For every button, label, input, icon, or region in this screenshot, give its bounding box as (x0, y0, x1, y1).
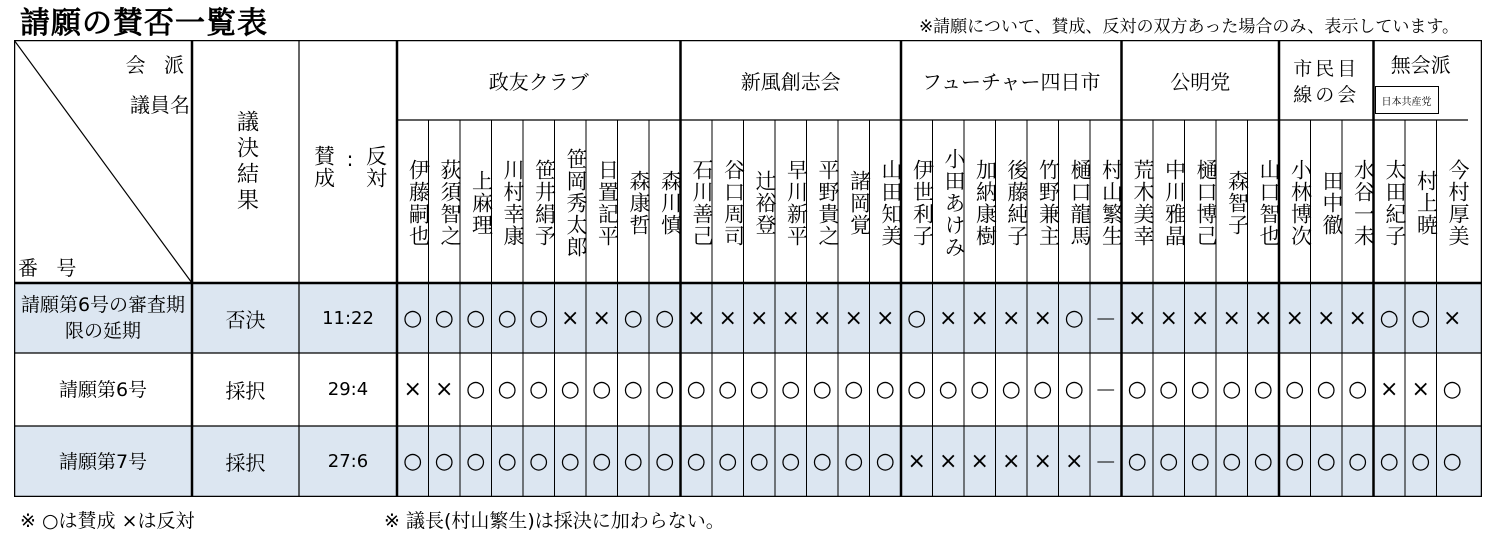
vote-mark: ○ (844, 377, 864, 402)
vote-mark: ○ (1253, 377, 1273, 402)
vote-mark: ○ (655, 305, 675, 331)
vote-mark: ○ (875, 449, 895, 474)
vote-mark: ○ (655, 377, 675, 402)
vote-mark: ○ (907, 305, 927, 331)
member-name: 中川雅晶 (1162, 158, 1187, 247)
vote-mark: ○ (466, 305, 486, 331)
chair-note: ※ 議長(村山繁生)は採決に加わらない。 (384, 510, 725, 532)
vote-mark: ○ (1064, 377, 1084, 402)
vote-mark: ○ (497, 305, 517, 331)
vote-mark: ○ (1285, 449, 1305, 474)
party-name: 公明党 (1170, 69, 1231, 94)
vote-mark: ○ (466, 377, 486, 402)
vote-mark: ○ (560, 449, 580, 474)
vote-mark: × (1191, 305, 1210, 331)
vote-mark: × (687, 305, 706, 331)
vote-mark: × (592, 305, 611, 331)
vote-mark: × (813, 305, 832, 331)
row-label: 請願第6号の審査期限の延期 (20, 294, 186, 342)
member-name: 荒木美幸 (1131, 158, 1155, 247)
vote-mark: × (1002, 449, 1021, 474)
vote-mark: ○ (560, 377, 580, 402)
party-sub-label: 日本共産党 (1375, 86, 1439, 114)
vote-mark: × (939, 305, 958, 331)
member-name: 太田紀子 (1383, 158, 1407, 247)
header-note: ※請願について、賛成、反対の双方あった場合のみ、表示しています。 (918, 17, 1459, 37)
vote-mark: × (781, 305, 800, 331)
vote-mark: ○ (1411, 305, 1431, 331)
vote-mark: ○ (907, 377, 927, 402)
member-name: 笹岡秀太郎 (564, 147, 588, 258)
member-name: 笹井絹予 (532, 158, 557, 247)
vote-mark: ○ (1379, 449, 1399, 474)
row-label: 請願第7号 (58, 450, 148, 473)
header-kaiha: 会 派 (125, 52, 190, 77)
member-name: 小田あけみ (942, 147, 966, 258)
vote-mark: × (1317, 305, 1336, 331)
page-title: 請願の賛否一覧表 (20, 6, 268, 41)
vote-mark: ○ (812, 449, 832, 474)
vote-mark: × (1065, 449, 1084, 474)
vote-mark: ○ (403, 305, 423, 331)
vote-mark: × (970, 449, 989, 474)
vote-mark: ○ (1222, 377, 1242, 402)
member-name: 日置記平 (595, 158, 620, 247)
row-result: 採択 (225, 379, 266, 403)
vote-mark: ○ (781, 449, 801, 474)
vote-mark: × (1348, 305, 1367, 331)
vote-mark: × (939, 449, 958, 474)
vote-mark: ○ (1316, 377, 1336, 402)
vote-mark: ○ (1285, 377, 1305, 402)
vote-mark: × (1128, 305, 1147, 331)
member-name: 山口智也 (1257, 158, 1281, 247)
vote-mark: ○ (1190, 377, 1210, 402)
member-name: 後藤純子 (1005, 158, 1029, 247)
party-name: 政友クラブ (488, 69, 589, 94)
vote-mark: ○ (497, 377, 517, 402)
vote-mark: － (1094, 307, 1117, 333)
vote-mark: － (1094, 451, 1117, 476)
member-name: 伊世利子 (910, 158, 935, 247)
vote-mark: ○ (1222, 449, 1242, 474)
vote-mark: × (403, 377, 422, 402)
vote-mark: × (750, 305, 769, 331)
vote-mark: ○ (655, 449, 675, 474)
vote-mark: ○ (1159, 377, 1179, 402)
vote-mark: ○ (1411, 449, 1431, 474)
member-name: 樋口龍馬 (1068, 158, 1092, 247)
member-name: 伊藤嗣也 (406, 158, 431, 247)
vote-mark: ○ (875, 377, 895, 402)
vote-mark: × (1411, 377, 1430, 402)
header-sansei: 賛成 (311, 145, 336, 189)
header-hantai: 反対 (363, 145, 388, 189)
vote-mark: ○ (1348, 449, 1368, 474)
legend-note: ※ ○は賛成 ×は反対 (20, 510, 195, 532)
vote-mark: × (1159, 305, 1178, 331)
vote-mark: ○ (529, 305, 549, 331)
vote-mark: × (1033, 449, 1052, 474)
party-name: 市民目線の会 (1293, 58, 1360, 106)
vote-mark: ○ (1253, 449, 1273, 474)
party-name: フューチャー四日市 (922, 69, 1101, 94)
vote-mark: ○ (1190, 449, 1210, 474)
vote-mark: ○ (1033, 377, 1053, 402)
vote-mark: ○ (1442, 449, 1462, 474)
vote-mark: ○ (529, 377, 549, 402)
member-name: 荻須智之 (438, 158, 462, 247)
member-name: 小林博次 (1288, 158, 1313, 247)
vote-mark: ○ (718, 449, 738, 474)
header-colon: : (346, 147, 354, 171)
member-name: 川村幸康 (501, 158, 525, 247)
vote-mark: × (907, 449, 926, 474)
member-name: 上麻理 (469, 169, 494, 236)
vote-mark: ○ (686, 377, 706, 402)
member-name: 森川慎 (658, 169, 683, 236)
vote-mark: ○ (1442, 377, 1462, 402)
vote-mark: ○ (1316, 449, 1336, 474)
vote-mark: ○ (686, 449, 706, 474)
member-name: 村山繁生 (1099, 158, 1124, 247)
member-name: 加納康樹 (973, 158, 998, 247)
vote-mark: ○ (1379, 305, 1399, 331)
vote-mark: × (718, 305, 737, 331)
vote-mark: ○ (781, 377, 801, 402)
vote-mark: ○ (1001, 377, 1021, 402)
vote-mark: ○ (592, 449, 612, 474)
party-name: 無会派 (1390, 52, 1451, 77)
party-name: 新風創志会 (740, 69, 841, 94)
vote-mark: × (435, 377, 454, 402)
member-name: 山田知美 (879, 158, 903, 247)
vote-mark: × (561, 305, 580, 331)
vote-mark: × (970, 305, 989, 331)
vote-mark: ○ (749, 449, 769, 474)
vote-mark: ○ (403, 449, 423, 474)
vote-mark: × (1380, 377, 1399, 402)
vote-mark: ○ (497, 449, 517, 474)
member-name: 竹野兼主 (1036, 158, 1061, 247)
member-name: 平野貴之 (816, 158, 840, 247)
member-name: 谷口周司 (721, 158, 746, 247)
vote-mark: × (1033, 305, 1052, 331)
vote-mark: ○ (718, 377, 738, 402)
vote-mark: × (844, 305, 863, 331)
row-tally: 29:4 (327, 379, 369, 400)
vote-mark: ○ (623, 377, 643, 402)
vote-mark: ○ (1064, 305, 1084, 331)
vote-table (14, 40, 1482, 497)
row-label: 請願第6号 (58, 378, 148, 401)
vote-mark: ○ (623, 449, 643, 474)
member-name: 村上暁 (1414, 169, 1439, 236)
vote-mark: ○ (844, 449, 864, 474)
header-giinmei: 議員名 (130, 92, 190, 117)
vote-mark: － (1094, 379, 1117, 404)
vote-mark: ○ (434, 305, 454, 331)
header-bangou: 番 号 (18, 255, 83, 280)
vote-mark: ○ (466, 449, 486, 474)
vote-mark: × (1254, 305, 1273, 331)
row-result: 否決 (225, 307, 266, 332)
member-name: 諸岡覚 (847, 169, 872, 236)
member-name: 水谷一未 (1351, 158, 1376, 247)
vote-mark: ○ (1159, 449, 1179, 474)
member-name: 田中徹 (1320, 169, 1344, 236)
vote-mark: ○ (592, 377, 612, 402)
vote-mark: × (1222, 305, 1241, 331)
row-result: 採択 (225, 451, 266, 475)
vote-mark: ○ (1127, 377, 1147, 402)
vote-mark: ○ (938, 377, 958, 402)
vote-mark: × (876, 305, 895, 331)
member-name: 早川新平 (784, 158, 809, 247)
member-name: 樋口博己 (1194, 158, 1218, 247)
vote-mark: ○ (434, 449, 454, 474)
vote-mark: ○ (749, 377, 769, 402)
vote-mark: ○ (1127, 449, 1147, 474)
vote-mark: × (1002, 305, 1021, 331)
member-name: 森智子 (1225, 169, 1250, 236)
header-giketsu: 議決結果 (233, 109, 259, 214)
vote-mark: × (1443, 305, 1462, 331)
vote-mark: ○ (970, 377, 990, 402)
vote-mark: × (1285, 305, 1304, 331)
vote-mark: ○ (1348, 377, 1368, 402)
vote-mark: ○ (529, 449, 549, 474)
member-name: 辻裕登 (753, 169, 777, 236)
member-name: 森康哲 (627, 169, 651, 236)
row-tally: 27:6 (327, 451, 369, 472)
vote-mark: ○ (623, 305, 643, 331)
member-name: 石川善己 (690, 158, 714, 247)
member-name: 今村厚美 (1446, 158, 1470, 247)
row-tally: 11:22 (322, 307, 374, 329)
vote-mark: ○ (812, 377, 832, 402)
